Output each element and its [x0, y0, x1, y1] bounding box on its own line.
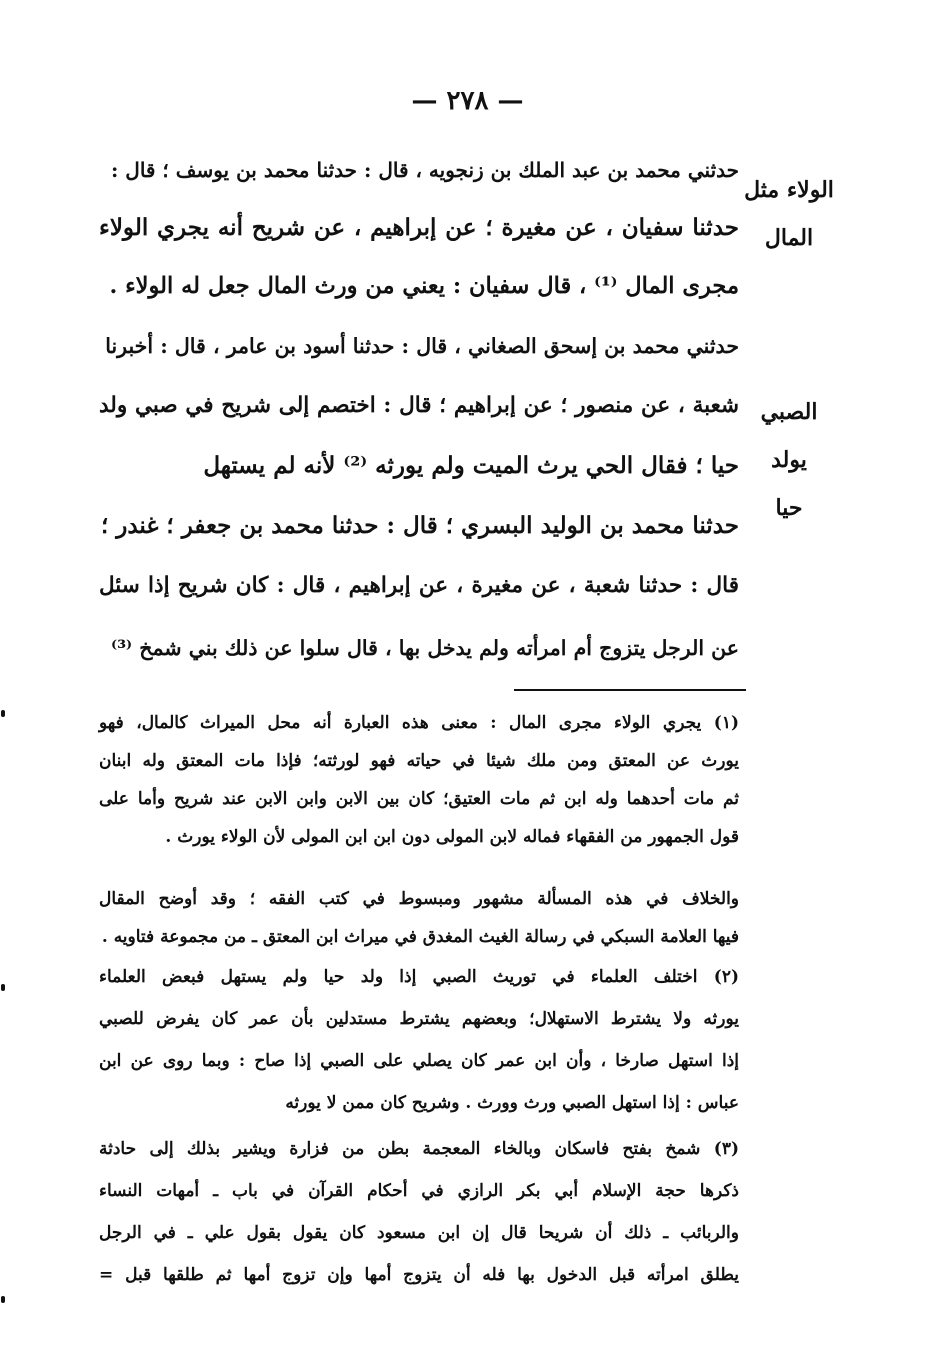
margin-note-line: الولاء مثل [744, 177, 834, 203]
footnote-line: يطلق امرأته قبل الدخول بها فله أن يتزوج أمها وإن تزوج أمها ثم طلقها قبل = [99, 1265, 739, 1285]
footnote-line: (٣) شمخ بفتح فاسكان وبالخاء المعجمة بطن من فزارة ويشير بذلك إلى حادثة [99, 1139, 739, 1159]
margin-note-line: المال [764, 225, 814, 251]
page-number: — ٢٧٨ — [411, 86, 524, 116]
main-text-line: حدثنا سفيان ، عن مغيرة ؛ عن إبراهيم ، عن شريح أنه يجري الولاء [99, 214, 739, 241]
footnote-line: (١) يجري الولاء مجرى المال : معنى هذه العبارة أنه محل الميراث كالمال، فهو [99, 713, 739, 733]
footnote-line: (٢) اختلف العلماء في توريث الصبي إذا ولد حيا ولم يستهل فبعض العلماء [99, 967, 739, 987]
main-text-line: عن الرجل يتزوج أم امرأته ولم يدخل بها ، قال سلوا عن ذلك بني شمخ ⁽³⁾ [110, 636, 739, 660]
main-text-line: حدثني محمد بن عبد الملك بن زنجويه ، قال : حدثنا محمد بن يوسف ؛ قال : [110, 158, 739, 182]
footnote-line: يورثه ولا يشترط الاستهلال؛ وبعضهم يشترط مستدلين بأن عمر كان يفرض للصبي [99, 1009, 739, 1029]
margin-note-line: الصبي يولد [760, 399, 818, 473]
footnote-line: إذا استهل صارخا ، وأن ابن عمر كان يصلي على الصبي إذا صاح : وبما روى عن ابن [99, 1051, 739, 1071]
scan-edge-mark [1, 984, 5, 991]
margin-note-line: حيا [775, 495, 803, 521]
main-text-line: قال : حدثنا شعبة ، عن مغيرة ، عن إبراهيم ، قال : كان شريح إذا سئل [99, 573, 739, 598]
footnote-line: فيها العلامة السبكي في رسالة الغيث المغدق في ميراث ابن المعتق ـ من مجموعة فتاويه . [101, 927, 739, 947]
main-text-line: حدثني محمد بن إسحق الصغاني ، قال : حدثنا أسود بن عامر ، قال : أخبرنا [105, 334, 739, 358]
main-text-line: حيا ؛ فقال الحي يرث الميت ولم يورثه ⁽²⁾ لأنه لم يستهل [203, 452, 739, 479]
footnote-line: يورث عن المعتق ومن ملك شيئا في حياته فهو لورثته؛ فإذا مات المعتق وله ابنان [99, 751, 739, 771]
footnote-line: والربائب ـ ذلك أن شريحا قال إن ابن مسعود كان يقول بقول علي ـ في الرجل [99, 1223, 739, 1243]
scan-edge-mark [1, 1296, 5, 1303]
margin-note-sabi [739, 388, 839, 532]
margin-note-walaa [739, 166, 839, 262]
main-text-line: مجرى المال ⁽¹⁾ ، قال سفيان : يعني من ورث المال جعل له الولاء . [109, 273, 739, 299]
main-text-line: شعبة ، عن منصور ؛ عن إبراهيم ؛ قال : اختصم إلى شريح في صبي ولد [99, 393, 739, 418]
footnote-line: عباس : إذا استهل الصبي ورث وورث . وشريح كان ممن لا يورثه [285, 1093, 739, 1113]
footnote-line: قول الجمهور من الفقهاء فماله لابن المولى دون ابن ابن المولى لأن الولاء يورث . [165, 827, 739, 847]
footnote-line: ثم مات أحدهما وله ابن ثم مات العتيق؛ كان بين الابن وابن الابن عند شريح وأما على [99, 789, 739, 809]
footnote-line: ذكرها حجة الإسلام أبي بكر الرازي في أحكام القرآن في باب ـ أمهات النساء [99, 1181, 739, 1201]
scan-edge-mark [1, 710, 5, 717]
main-text-line: حدثنا محمد بن الوليد البسري ؛ قال : حدثنا محمد بن جعفر ؛ غندر ؛ [100, 512, 739, 539]
footnote-divider [514, 689, 746, 691]
footnote-line: والخلاف في هذه المسألة مشهور ومبسوط في كتب الفقه ؛ وقد أوضح المقال [99, 889, 739, 909]
